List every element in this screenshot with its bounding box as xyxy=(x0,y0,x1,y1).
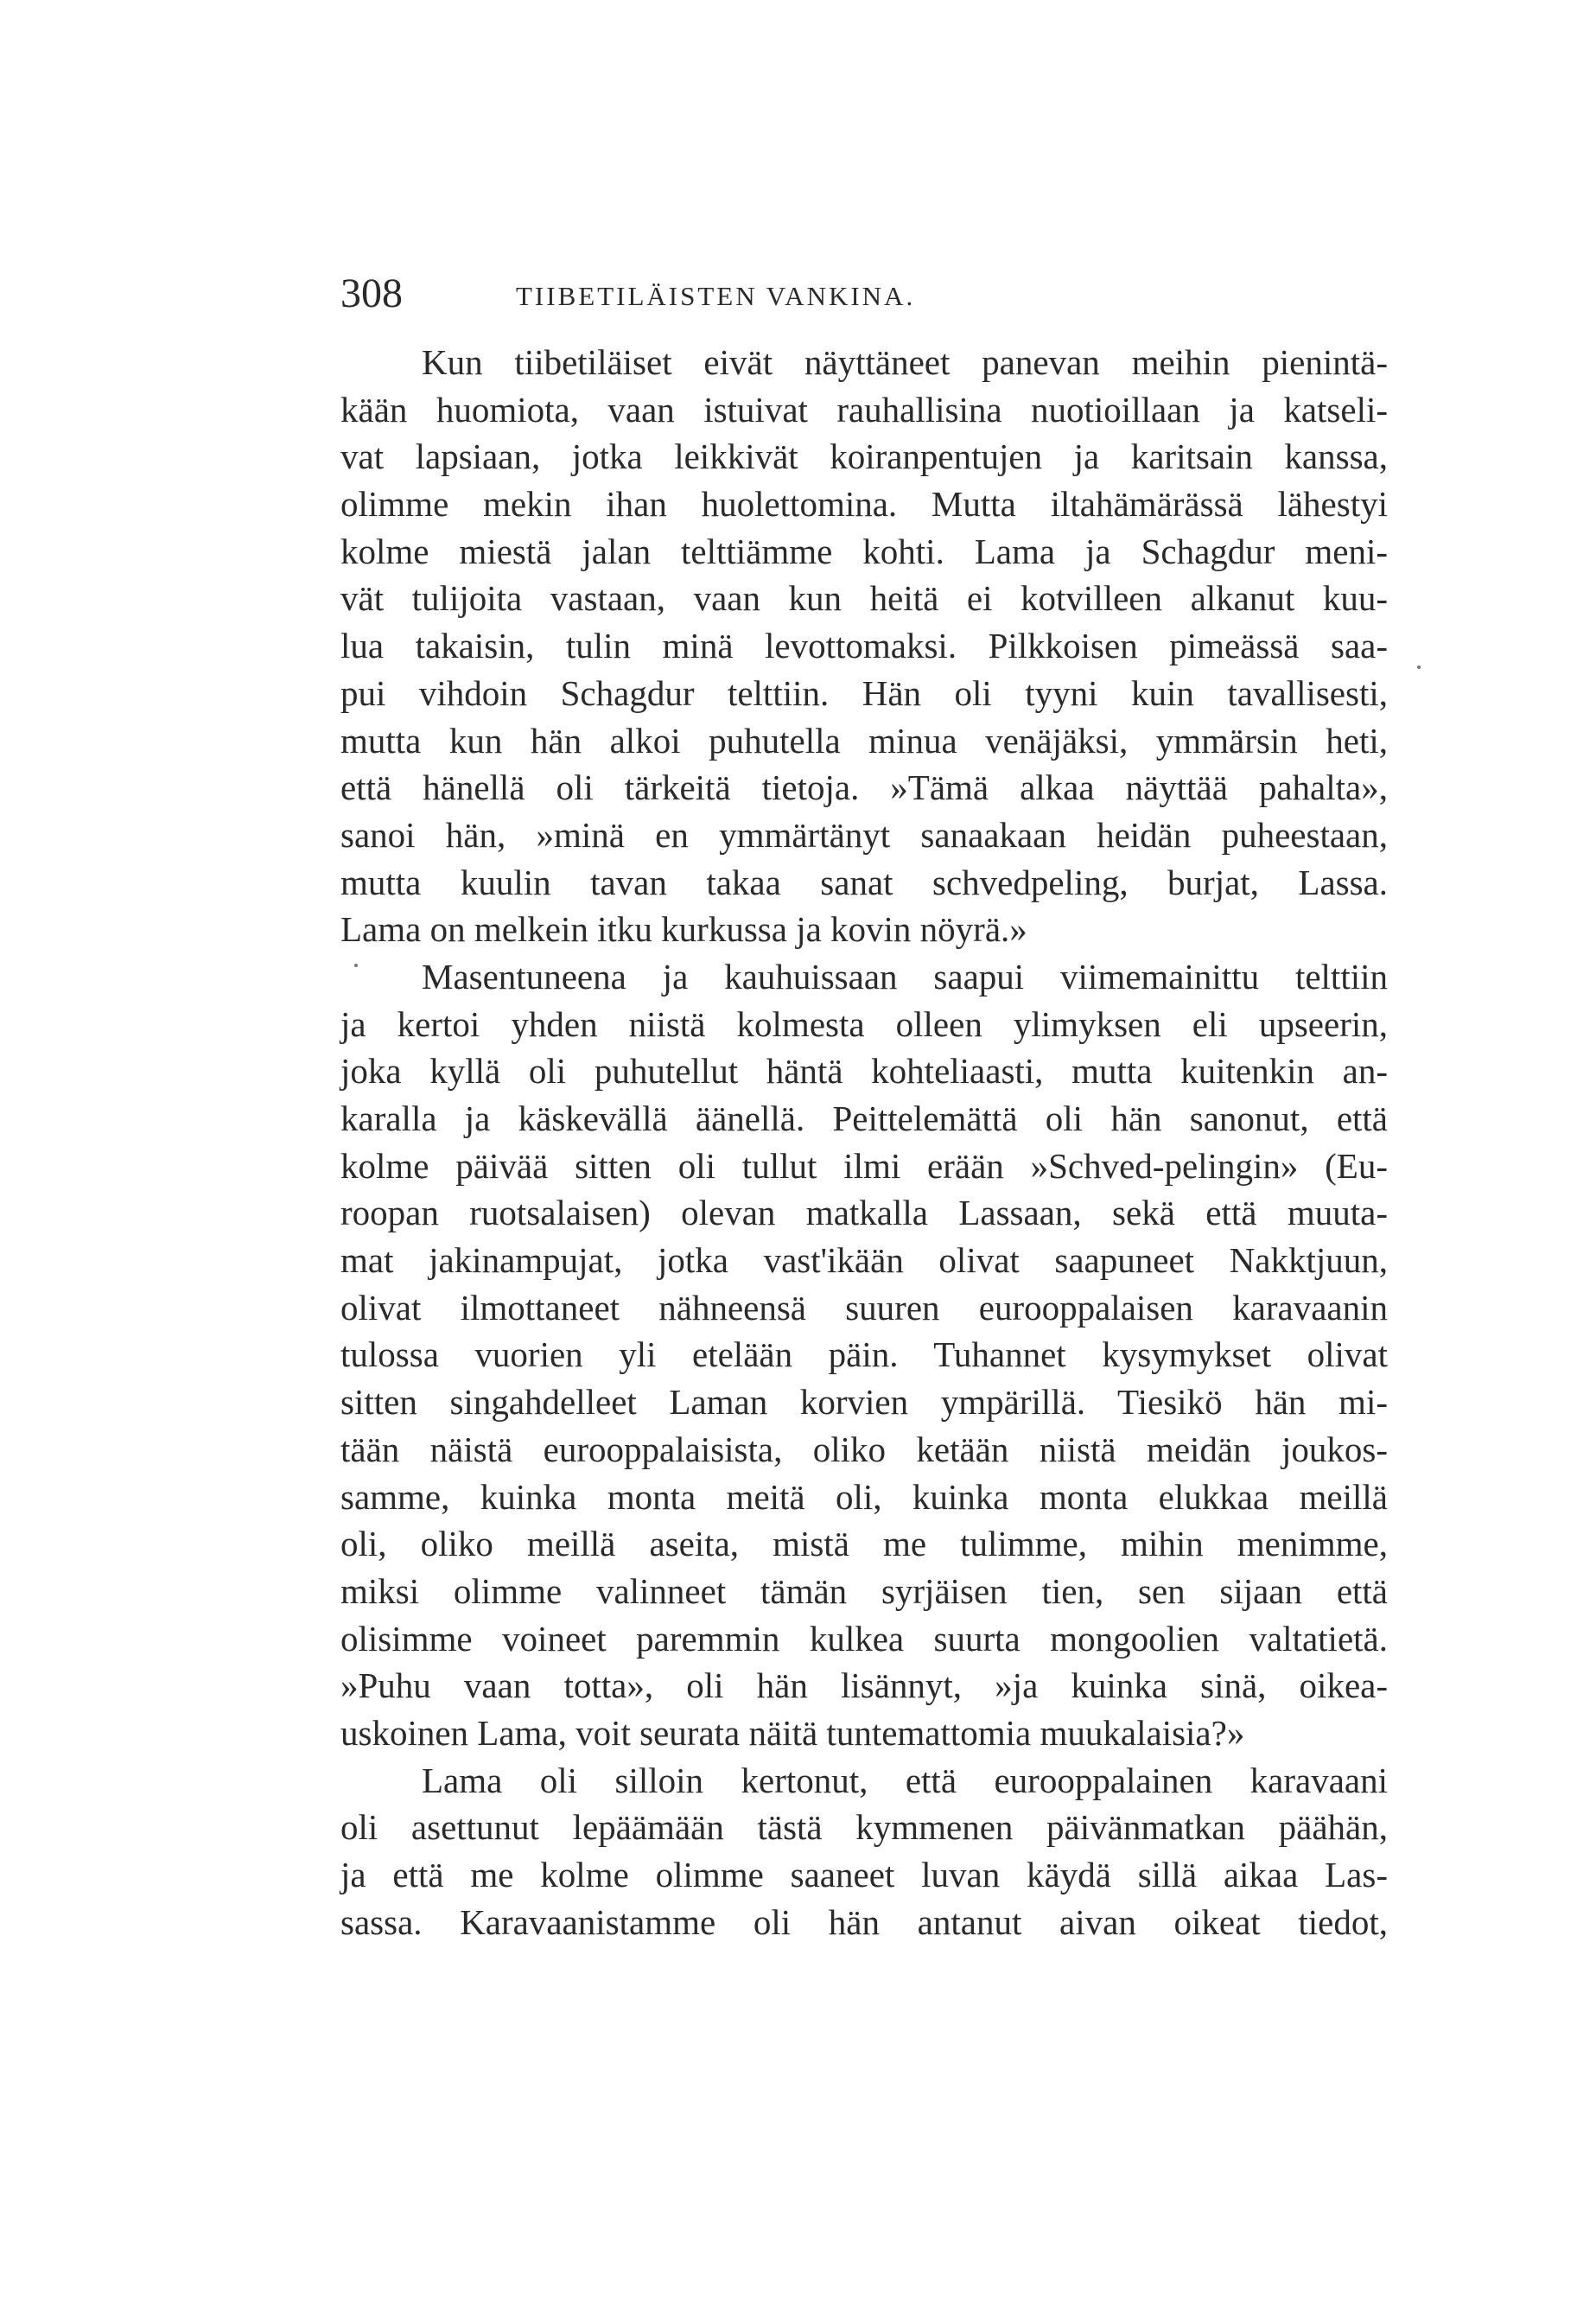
text-line: mat jakinampujat, jotka vast'ikään olivat saapuneet Nakktjuun, xyxy=(340,1240,1388,1281)
text-line: tään näistä eurooppalaisista, oliko ketään niistä meidän joukos- xyxy=(340,1429,1388,1469)
text-line: vat lapsiaan, jotka leikkivät koiranpentujen ja karitsain kanssa, xyxy=(340,436,1388,477)
text-line: miksi olimme valinneet tämän syrjäisen tien, sen sijaan että xyxy=(340,1570,1388,1611)
text-line: kolme päivää sitten oli tullut ilmi erään »Schved-pelingin» (Eu- xyxy=(340,1145,1388,1186)
text-line: Kun tiibetiläiset eivät näyttäneet panevan meihin pienintä- xyxy=(422,342,1388,382)
margin-speck xyxy=(1417,665,1421,669)
text-line: Lama oli silloin kertonut, että eurooppalainen karavaani xyxy=(422,1760,1388,1800)
text-line: uskoinen Lama, voit seurata näitä tuntemattomia muukalaisia?» xyxy=(340,1712,1245,1753)
text-line: vät tulijoita vastaan, vaan kun heitä ei kotvilleen alkanut kuu- xyxy=(340,578,1388,619)
body-text xyxy=(340,339,1388,1945)
text-line: pui vihdoin Schagdur telttiin. Hän oli tyyni kuin tavallisesti, xyxy=(340,672,1388,713)
text-line: Lama on melkein itku kurkussa ja kovin nöyrä.» xyxy=(340,909,1027,950)
text-line: ja että me kolme olimme saaneet luvan käydä sillä aikaa Las- xyxy=(340,1855,1388,1894)
text-line: sassa. Karavaanistamme oli hän antanut aivan oikeat tiedot, xyxy=(340,1901,1388,1942)
page-header xyxy=(340,268,1386,320)
text-line: karalla ja käskevällä äänellä. Peittelemättä oli hän sanonut, että xyxy=(340,1098,1388,1138)
text-line: samme, kuinka monta meitä oli, kuinka monta elukkaa meillä xyxy=(340,1476,1388,1517)
text-line: Masentuneena ja kauhuissaan saapui viimemainittu telttiin xyxy=(422,956,1388,996)
text-line: että hänellä oli tärkeitä tietoja. »Tämä alkaa näyttää pahalta», xyxy=(340,767,1388,808)
text-line: olimme mekin ihan huolettomina. Mutta iltahämärässä lähestyi xyxy=(340,484,1388,525)
text-line: ja kertoi yhden niistä kolmesta olleen ylimyksen eli upseerin, xyxy=(340,1003,1388,1044)
text-line: mutta kuulin tavan takaa sanat schvedpeling, burjat, Lassa. xyxy=(340,862,1388,902)
text-line: olisimme voineet paremmin kulkea suurta mongoolien valtatietä. xyxy=(340,1618,1388,1659)
text-line: sanoi hän, »minä en ymmärtänyt sanaakaan heidän puheestaan, xyxy=(340,814,1388,855)
margin-speck xyxy=(354,964,358,967)
text-line: sitten singahdelleet Laman korvien ympärillä. Tiesikö hän mi- xyxy=(340,1382,1388,1423)
text-line: olivat ilmottaneet nähneensä suuren eurooppalaisen karavaanin xyxy=(340,1287,1388,1328)
text-line: tulossa vuorien yli etelään päin. Tuhannet kysymykset olivat xyxy=(340,1334,1388,1375)
text-line: kään huomiota, vaan istuivat rauhallisina nuotioillaan ja katseli- xyxy=(340,389,1388,430)
text-line: joka kyllä oli puhutellut häntä kohteliaasti, mutta kuitenkin an- xyxy=(340,1051,1388,1092)
page-number: 308 xyxy=(340,271,403,316)
running-head: TIIBETILÄISTEN VANKINA. xyxy=(516,281,916,311)
text-line: »Puhu vaan totta», oli hän lisännyt, »ja kuinka sinä, oikea- xyxy=(340,1665,1388,1706)
text-line: oli, oliko meillä aseita, mistä me tulimme, mihin menimme, xyxy=(340,1524,1388,1564)
text-line: roopan ruotsalaisen) olevan matkalla Lassaan, sekä että muuta- xyxy=(340,1193,1388,1233)
text-line: lua takaisin, tulin minä levottomaksi. Pilkkoisen pimeässä saa- xyxy=(340,626,1388,666)
text-line: oli asettunut lepäämään tästä kymmenen päivänmatkan päähän, xyxy=(340,1807,1388,1848)
text-line: kolme miestä jalan telttiämme kohti. Lama ja Schagdur meni- xyxy=(340,531,1388,571)
text-line: mutta kun hän alkoi puhutella minua venäjäksi, ymmärsin heti, xyxy=(340,720,1388,761)
